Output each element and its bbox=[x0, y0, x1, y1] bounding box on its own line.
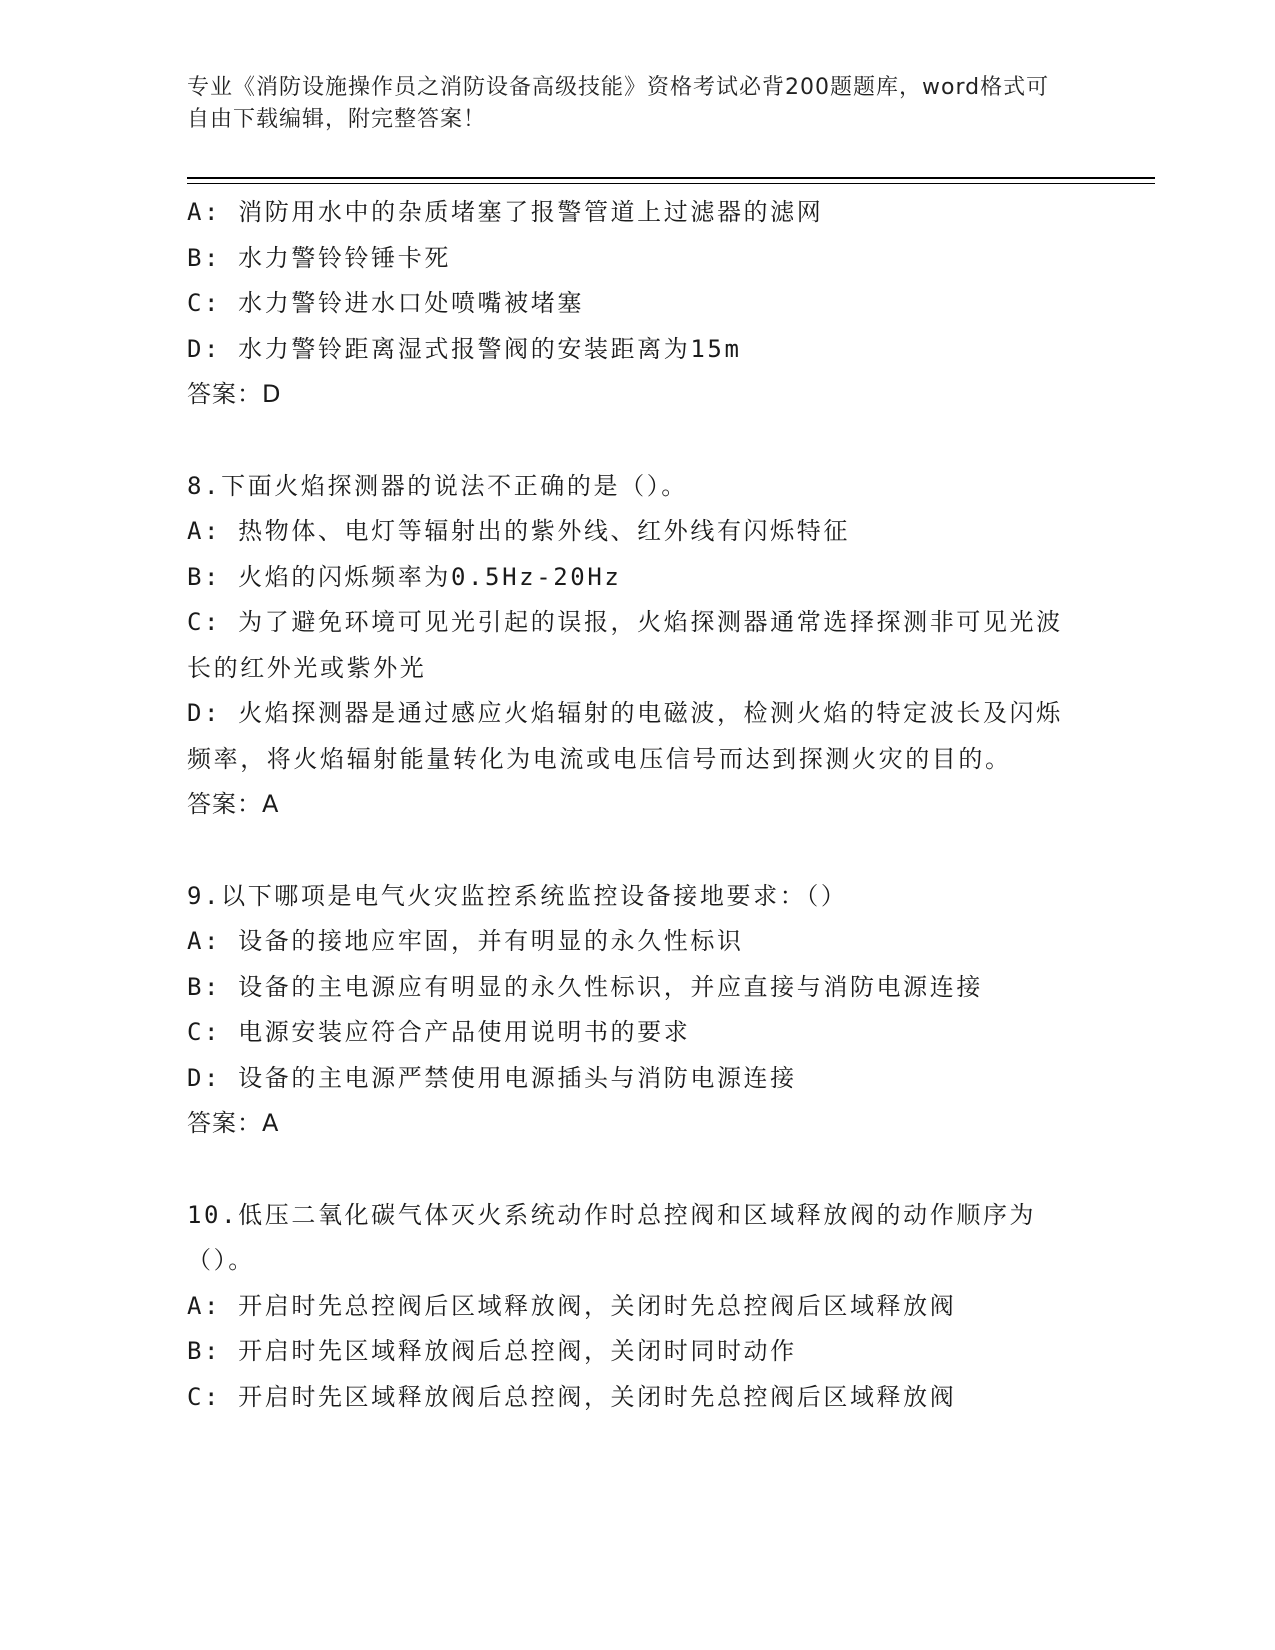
answer: 答案：D bbox=[187, 380, 282, 408]
question-9 bbox=[187, 874, 1067, 1147]
option-a: A: 设备的接地应牢固，并有明显的永久性标识 bbox=[187, 927, 744, 955]
option-c: C: 为了避免环境可见光引起的误报，火焰探测器通常选择探测非可见光波长的红外光或紫外光 bbox=[187, 608, 1063, 682]
document-header: 专业《消防设施操作员之消防设备高级技能》资格考试必背200题题库，word格式可自由下载编辑，附完整答案！ bbox=[187, 75, 1050, 132]
answer: 答案：A bbox=[187, 790, 280, 818]
question-stem: 10.低压二氧化碳气体灭火系统动作时总控阀和区域释放阀的动作顺序为（）。 bbox=[187, 1200, 1037, 1274]
option-c: C: 开启时先区域释放阀后总控阀，关闭时先总控阀后区域释放阀 bbox=[187, 1382, 957, 1411]
header-divider-thin bbox=[187, 183, 1155, 184]
option-d: D: 水力警铃距离湿式报警阀的安装距离为15m bbox=[187, 334, 742, 363]
option-a: A: 开启时先总控阀后区域释放阀，关闭时先总控阀后区域释放阀 bbox=[187, 1291, 957, 1320]
option-b: B: 设备的主电源应有明显的永久性标识，并应直接与消防电源连接 bbox=[187, 972, 983, 1001]
option-d: D: 设备的主电源严禁使用电源插头与消防电源连接 bbox=[187, 1063, 797, 1092]
option-a: A: 消防用水中的杂质堵塞了报警管道上过滤器的滤网 bbox=[187, 198, 824, 226]
question-stem: 8.下面火焰探测器的说法不正确的是（）。 bbox=[187, 471, 688, 500]
question-7 bbox=[187, 190, 1067, 418]
question-8 bbox=[187, 464, 1067, 828]
header-divider-thick bbox=[187, 177, 1155, 179]
option-c: C: 水力警铃进水口处喷嘴被堵塞 bbox=[187, 289, 584, 317]
question-10 bbox=[187, 1193, 1067, 1421]
option-b: B: 火焰的闪烁频率为0.5Hz-20Hz bbox=[187, 562, 622, 591]
option-b: B: 水力警铃铃锤卡死 bbox=[187, 243, 451, 272]
question-stem: 9.以下哪项是电气火灾监控系统监控设备接地要求：（） bbox=[187, 881, 848, 910]
option-c: C: 电源安装应符合产品使用说明书的要求 bbox=[187, 1018, 691, 1046]
option-a: A: 热物体、电灯等辐射出的紫外线、红外线有闪烁特征 bbox=[187, 517, 850, 545]
question-list bbox=[187, 190, 1067, 1420]
option-d: D: 火焰探测器是通过感应火焰辐射的电磁波，检测火焰的特定波长及闪烁频率，将火焰辐射能量转化为电流或电压信号而达到探测火灾的目的。 bbox=[187, 699, 1063, 773]
answer: 答案：A bbox=[187, 1109, 280, 1137]
option-b: B: 开启时先区域释放阀后总控阀，关闭时同时动作 bbox=[187, 1337, 797, 1365]
